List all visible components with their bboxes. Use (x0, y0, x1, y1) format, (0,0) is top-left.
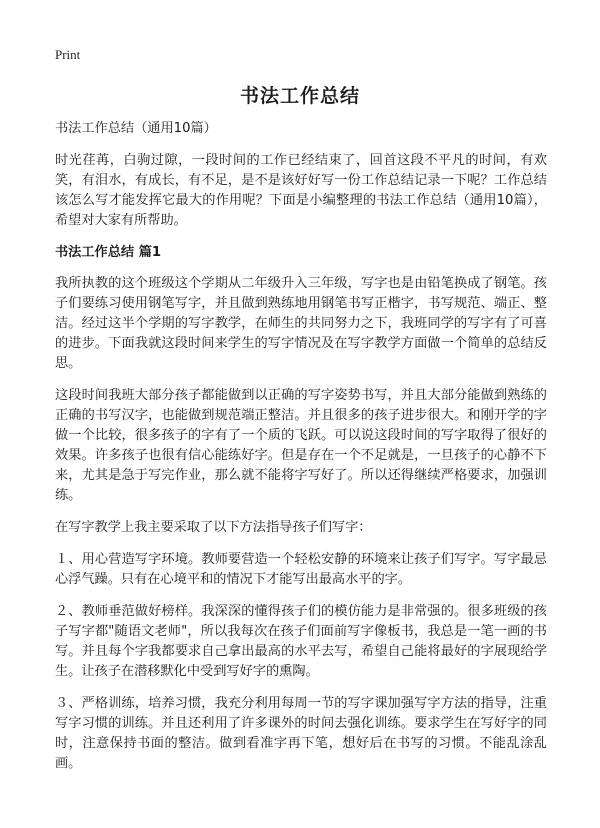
body-paragraph-2: 这段时间我班大部分孩子都能做到以正确的写字姿势书写，并且大部分能做到熟练的正确的书写汉字，也能做到规范端正整洁。并且很多的孩子进步很大。和刚开学的字做一个比较，很多孩子的字有了一个质的飞跃。可以说这段时间的写字取得了很好的效果。许多孩子也很有信心能练好字。但是存在一个不足就是，一旦孩子的心静不下来，尤其是急于写完作业，那么就不能将字写好了。所以还得继续严格要求，加强训练。 (55, 388, 547, 503)
intro-paragraph: 时光荏苒，白驹过隙，一段时间的工作已经结束了，回首这段不平凡的时间，有欢笑，有泪水，有成长，有不足，是不是该好好写一份工作总结记录一下呢？工作总结该怎么写才能发挥它最大的作用呢？下面是小编整理的书法工作总结（通用10篇），希望对大家有所帮助。 (55, 153, 547, 228)
body-paragraph-1: 我所执教的这个班级这个学期从二年级升入三年级，写字也是由铅笔换成了钢笔。孩子们要练习使用钢笔写字，并且做到熟练地用钢笔书写正楷字，书写规范、端正、整洁。经过这半个学期的写字教学，在师生的共同努力之下，我班同学的写字有了可喜的进步。下面我就这段时间来学生的写字情况及在写字教学方面做一个简单的总结反思。 (55, 276, 547, 371)
document-title: 书法工作总结 (239, 85, 360, 107)
document-body (55, 119, 547, 786)
body-paragraph-3: 在写字教学上我主要采取了以下方法指导孩子们写字： (55, 520, 372, 535)
document-subtitle: 书法工作总结（通用10篇） (55, 121, 217, 136)
print-label[interactable]: Print (55, 47, 81, 62)
body-paragraph-6: ３、严格训练，培养习惯，我充分利用每周一节的写字课加强写字方法的指导，注重写字习惯的训练。并且还利用了许多课外的时间去强化训练。要求学生在写好字的同时，注意保持书面的整洁。做到看准字再下笔，想好后在书写的习惯。不能乱涂乱画。 (55, 696, 547, 771)
body-paragraph-4: １、用心营造写字环境。教师要营造一个轻松安静的环境来让孩子们写字。写字最忌心浮气躁。只有在心境平和的情况下才能写出最高水平的字。 (55, 552, 547, 587)
body-paragraph-5: ２、教师垂范做好榜样。我深深的懂得孩子们的模仿能力是非常强的。很多班级的孩子写字都"随语文老师"，所以我每次在孩子们面前写字像板书，我总是一笔一画的书写。并且每个字我都要求自己拿出最高的水平去写，希望自己能将最好的字展现给学生。让孩子在潜移默化中受到写好字的熏陶。 (55, 604, 547, 679)
section-heading: 书法工作总结 篇1 (55, 245, 162, 260)
